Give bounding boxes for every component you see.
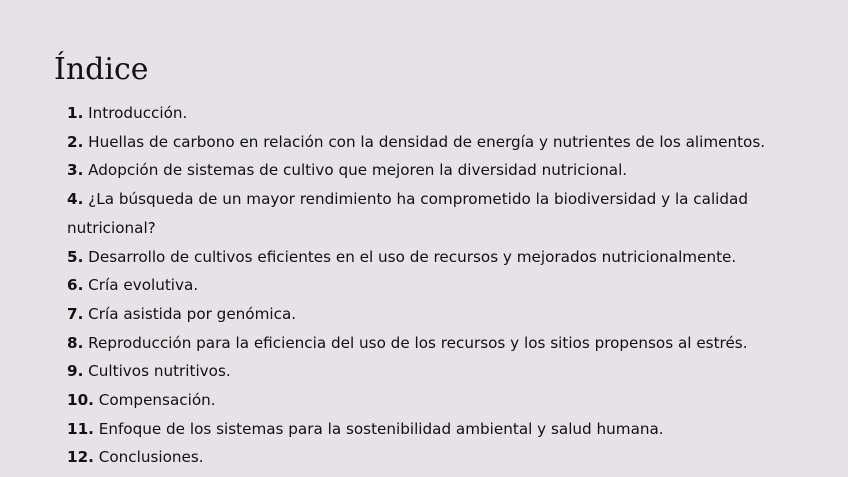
toc-item-number: 7. — [67, 304, 84, 323]
toc-item-number: 11. — [67, 419, 94, 438]
toc-item-number: 10. — [67, 391, 94, 410]
toc-item-text: ¿La búsqueda de un mayor rendimiento ha comprometido la biodiversidad y la calidad nutricional? — [67, 190, 748, 237]
toc-item-text: Enfoque de los sistemas para la sostenibilidad ambiental y salud humana. — [98, 419, 664, 438]
toc-item-text: Conclusiones. — [98, 448, 204, 467]
toc-item-number: 4. — [67, 190, 84, 209]
toc-item-text: Introducción. — [88, 104, 188, 122]
toc-item-number: 12. — [67, 448, 94, 467]
toc-item — [67, 99, 787, 128]
toc-item — [67, 443, 787, 472]
toc-item — [67, 386, 787, 415]
toc-item-number: 1. — [67, 104, 84, 122]
table-of-contents — [67, 99, 787, 472]
toc-item — [67, 185, 787, 242]
toc-item-number: 9. — [67, 362, 84, 381]
toc-item-text: Cría evolutiva. — [88, 276, 199, 295]
page-title: Índice — [54, 52, 149, 87]
toc-item-text: Cría asistida por genómica. — [88, 304, 297, 323]
toc-item-text: Desarrollo de cultivos eficientes en el uso de recursos y mejorados nutricionalmente. — [88, 247, 737, 266]
toc-item — [67, 357, 787, 386]
toc-item-text: Reproducción para la eficiencia del uso de los recursos y los sitios propensos al estrés. — [88, 333, 748, 352]
toc-item — [67, 128, 787, 157]
toc-item-number: 3. — [67, 161, 84, 180]
toc-item-text: Adopción de sistemas de cultivo que mejoren la diversidad nutricional. — [88, 161, 628, 180]
toc-item — [67, 156, 787, 185]
toc-item-number: 5. — [67, 247, 84, 266]
toc-item-number: 2. — [67, 132, 84, 151]
toc-item — [67, 415, 787, 444]
toc-item-text: Compensación. — [98, 391, 216, 410]
toc-item-text: Huellas de carbono en relación con la densidad de energía y nutrientes de los alimentos. — [88, 132, 766, 151]
toc-item — [67, 329, 787, 358]
toc-item — [67, 271, 787, 300]
toc-item-number: 8. — [67, 333, 84, 352]
toc-item-number: 6. — [67, 276, 84, 295]
toc-item-text: Cultivos nutritivos. — [88, 362, 231, 381]
toc-item — [67, 243, 787, 272]
toc-item — [67, 300, 787, 329]
